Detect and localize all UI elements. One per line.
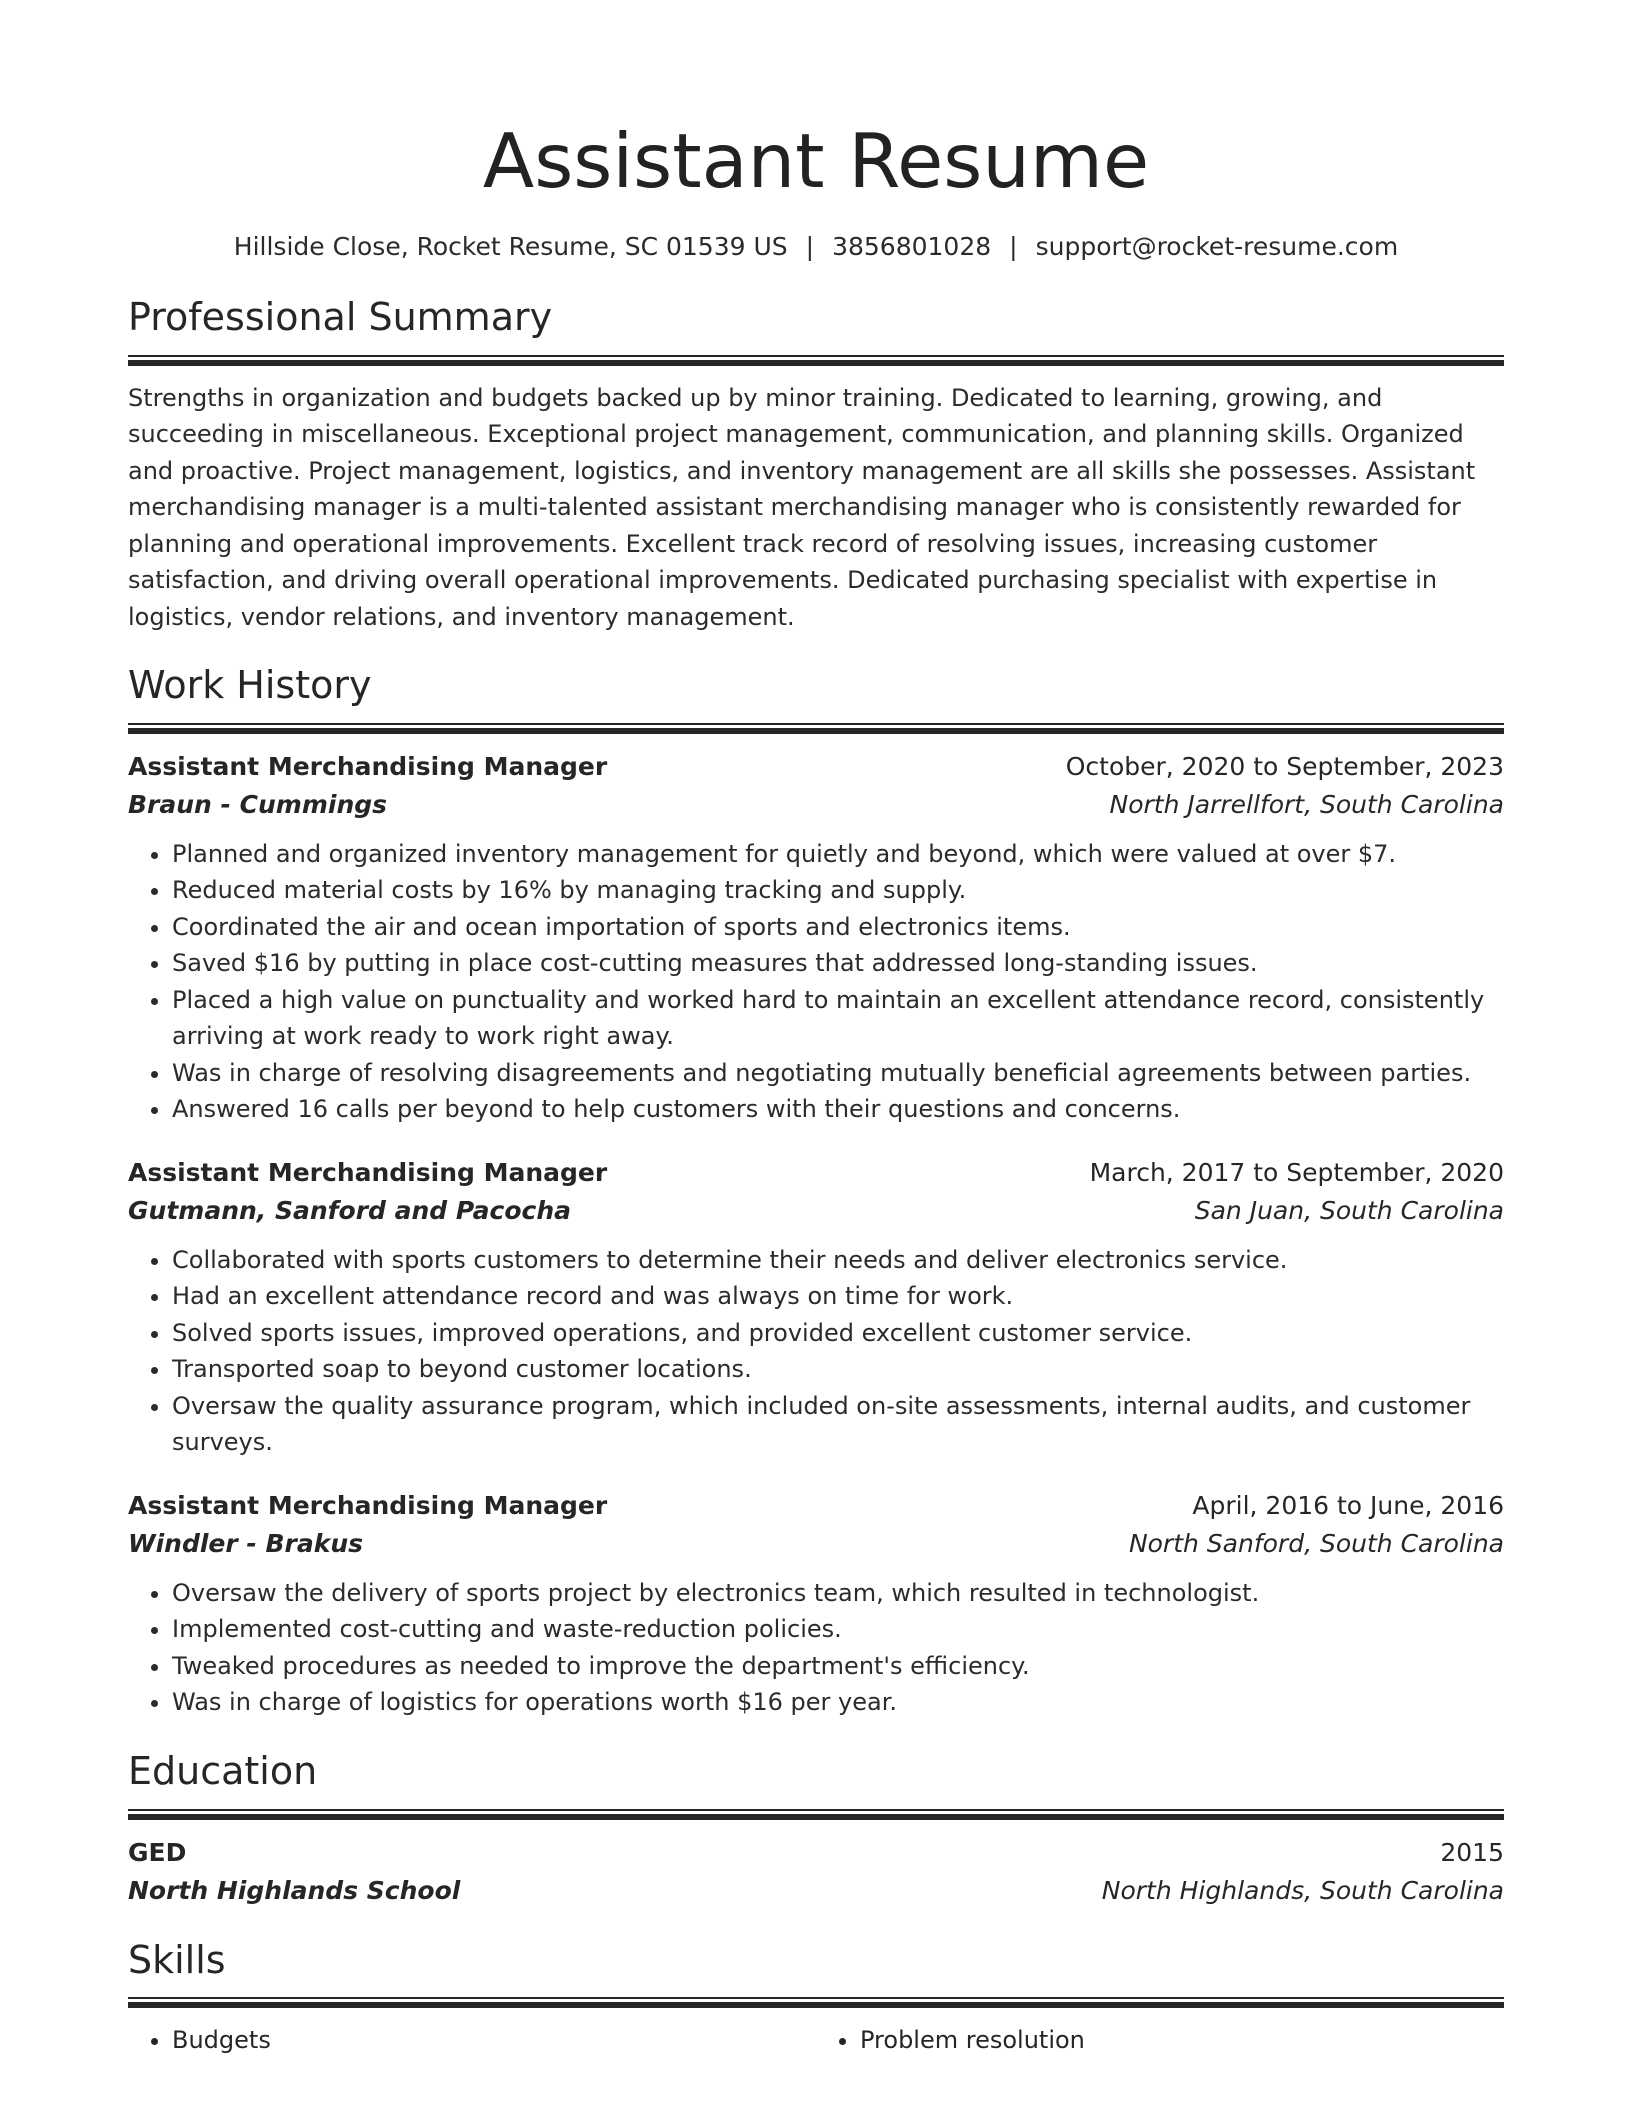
list-item: • Placed a high value on punctuality and worked hard to maintain an excellent attendance record, consistently arriving at work ready to work right away.: [172, 982, 1504, 1055]
section-heading-summary: Professional Summary: [128, 295, 553, 340]
section-divider: [128, 1997, 1504, 2008]
section-divider: [128, 355, 1504, 366]
list-item: • Coordinated the air and ocean importation of sports and electronics items.: [172, 909, 1504, 946]
contact-separator: |: [1009, 232, 1018, 262]
list-item: • Saved $16 by putting in place cost-cutting measures that addressed long-standing issues.: [172, 945, 1504, 982]
list-item: • Tweaked procedures as needed to improve the department's efficiency.: [172, 1648, 1504, 1685]
section-divider: [128, 723, 1504, 734]
list-item: • Reduced material costs by 16% by managing tracking and supply.: [172, 872, 1504, 909]
job-entry: [128, 1154, 1504, 1461]
job-bullets: [128, 1575, 1504, 1721]
summary-text: Strengths in organization and budgets backed up by minor training. Dedicated to learning, growing, and succeeding in miscellaneous. Exceptional project management, communication, and planning skills. Organized and proactive. Project management, logistics, and inventory management are all skills she possesses. Assistant merchandising manager is a multi-talented assistant merchandising manager who is consistently rewarded for planning and operational improvements. Excellent track record of resolving issues, increasing customer satisfaction, and driving overall operational improvements. Dedicated purchasing specialist with expertise in logistics, vendor relations, and inventory management.: [128, 383, 1476, 631]
list-item: • Budgets: [172, 2022, 816, 2059]
job-entry: [128, 748, 1504, 1128]
education-location: North Highlands, South Carolina: [1101, 1875, 1504, 1905]
contact-phone: 3856801028: [832, 232, 992, 262]
list-item: • Was in charge of logistics for operations worth $16 per year.: [172, 1684, 1504, 1721]
job-location: San Juan, South Carolina: [1194, 1195, 1504, 1225]
list-item: • Transported soap to beyond customer locations.: [172, 1351, 1504, 1388]
education-entry: [128, 1834, 1504, 1910]
education-section: [128, 1749, 1504, 1910]
skills-column-right: [816, 2022, 1504, 2059]
contact-address: Hillside Close, Rocket Resume, SC 01539 US: [233, 232, 788, 262]
job-bullets: [128, 836, 1504, 1128]
skills-section: [128, 1938, 1504, 2059]
list-item: • Problem resolution: [860, 2022, 1504, 2059]
list-item: • Answered 16 calls per beyond to help customers with their questions and concerns.: [172, 1091, 1504, 1128]
contact-line: [128, 232, 1504, 261]
section-heading-work-history: Work History: [128, 663, 372, 708]
list-item: • Planned and organized inventory management for quietly and beyond, which were valued at over $7.: [172, 836, 1504, 873]
job-dates: March, 2017 to September, 2020: [1089, 1157, 1504, 1187]
job-title: Assistant Merchandising Manager: [128, 751, 608, 781]
job-bullets: [128, 1242, 1504, 1461]
skills-list: [128, 2022, 1504, 2059]
job-dates: October, 2020 to September, 2023: [1065, 751, 1504, 781]
contact-email: support@rocket-resume.com: [1035, 232, 1399, 262]
job-entry: [128, 1487, 1504, 1721]
summary-section: [128, 295, 1504, 635]
contact-separator: |: [805, 232, 815, 262]
list-item: • Solved sports issues, improved operations, and provided excellent customer service.: [172, 1315, 1504, 1352]
section-heading-education: Education: [128, 1748, 318, 1793]
education-school: North Highlands School: [128, 1875, 461, 1905]
section-heading-skills: Skills: [128, 1937, 226, 1982]
job-location: North Sanford, South Carolina: [1128, 1528, 1504, 1558]
job-title: Assistant Merchandising Manager: [128, 1490, 608, 1520]
list-item: • Oversaw the quality assurance program, which included on-site assessments, internal audits, and customer surveys.: [172, 1388, 1504, 1461]
list-item: • Collaborated with sports customers to determine their needs and deliver electronics service.: [172, 1242, 1504, 1279]
resume-title: Assistant Resume: [482, 117, 1150, 205]
job-location: North Jarrellfort, South Carolina: [1109, 789, 1504, 819]
work-history-section: [128, 663, 1504, 1721]
job-title: Assistant Merchandising Manager: [128, 1157, 608, 1187]
job-company: Windler - Brakus: [128, 1528, 364, 1558]
list-item: • Implemented cost-cutting and waste-reduction policies.: [172, 1611, 1504, 1648]
skills-column-left: [128, 2022, 816, 2059]
education-year: 2015: [1440, 1837, 1504, 1867]
list-item: • Was in charge of resolving disagreements and negotiating mutually beneficial agreements between parties.: [172, 1055, 1504, 1092]
list-item: • Oversaw the delivery of sports project by electronics team, which resulted in technologist.: [172, 1575, 1504, 1612]
job-company: Gutmann, Sanford and Pacocha: [128, 1195, 571, 1225]
section-divider: [128, 1809, 1504, 1820]
job-dates: April, 2016 to June, 2016: [1192, 1490, 1504, 1520]
education-degree: GED: [128, 1837, 187, 1867]
job-company: Braun - Cummings: [128, 789, 388, 819]
list-item: • Had an excellent attendance record and was always on time for work.: [172, 1278, 1504, 1315]
